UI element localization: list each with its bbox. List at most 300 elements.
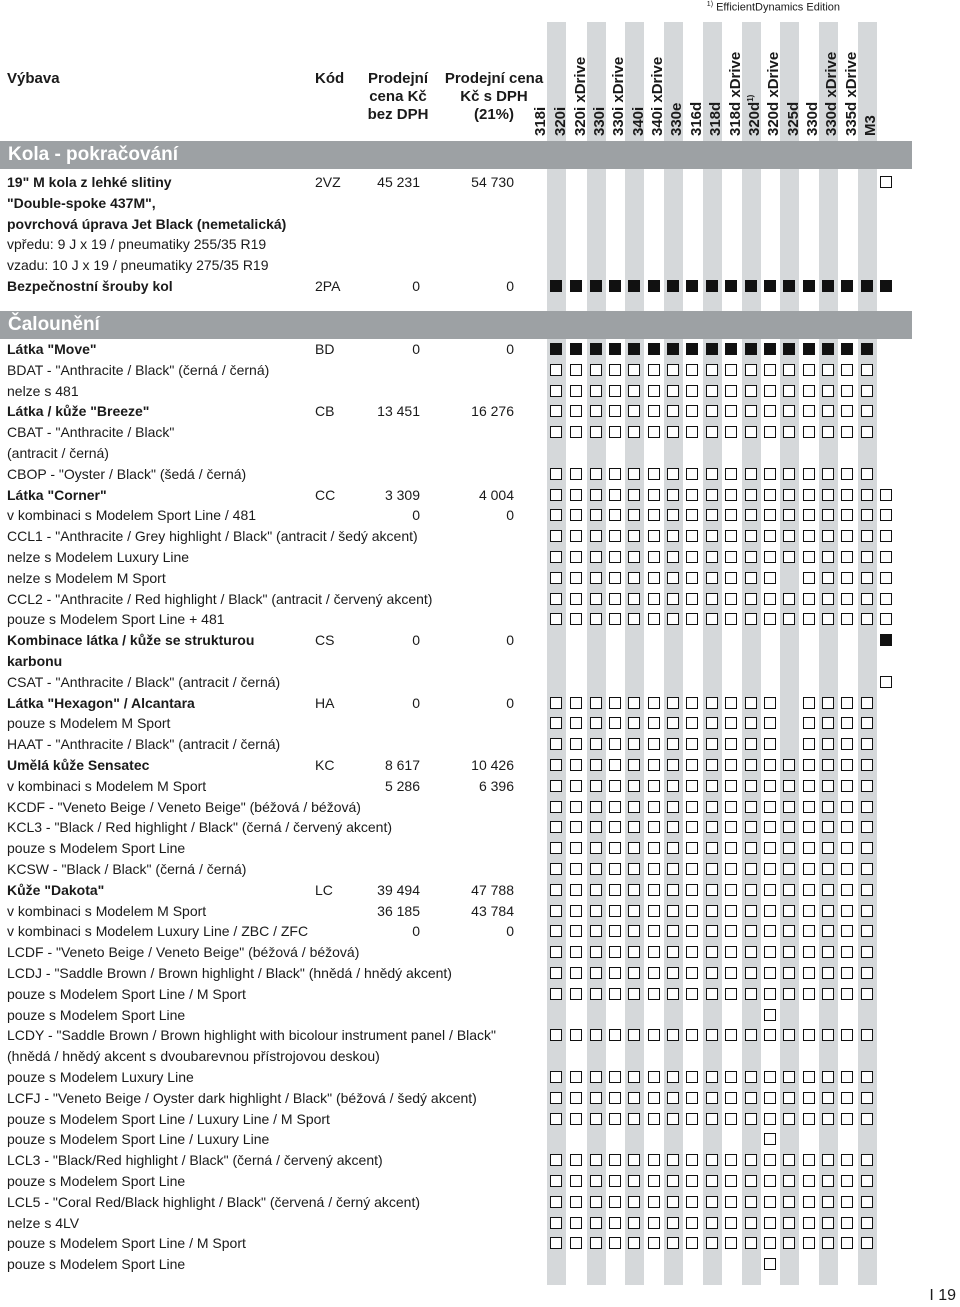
table-row	[0, 1025, 545, 1065]
option-marker	[822, 1092, 834, 1104]
standard-marker	[783, 280, 795, 292]
option-marker	[822, 738, 834, 750]
option-marker	[764, 468, 776, 480]
option-marker	[725, 509, 737, 521]
option-marker	[861, 863, 873, 875]
option-marker	[745, 1237, 757, 1249]
option-marker	[667, 509, 679, 521]
option-marker	[667, 530, 679, 542]
row-label: v kombinaci s Modelem Sport Line / 481	[7, 507, 257, 524]
option-marker	[764, 884, 776, 896]
standard-marker	[609, 343, 621, 355]
option-marker	[745, 863, 757, 875]
row-code: CB	[315, 403, 335, 420]
standard-marker	[628, 280, 640, 292]
option-marker	[803, 426, 815, 438]
row-code: CC	[315, 486, 336, 503]
option-marker	[764, 780, 776, 792]
table-row	[0, 817, 545, 838]
standard-marker	[861, 280, 873, 292]
option-marker	[822, 801, 834, 813]
option-marker	[628, 1237, 640, 1249]
option-marker	[764, 1071, 776, 1083]
option-marker	[570, 988, 582, 1000]
option-marker	[706, 1237, 718, 1249]
table-row	[0, 589, 545, 610]
option-marker	[841, 1029, 853, 1041]
option-marker	[628, 1029, 640, 1041]
option-marker	[725, 1175, 737, 1187]
option-marker	[590, 925, 602, 937]
option-marker	[609, 821, 621, 833]
option-marker	[686, 1237, 698, 1249]
option-marker	[570, 1196, 582, 1208]
option-marker	[628, 801, 640, 813]
row-label: BDAT - "Anthracite / Black" (černá / černá)	[7, 361, 270, 378]
option-marker	[841, 426, 853, 438]
footnote	[707, 1, 840, 14]
option-marker	[686, 905, 698, 917]
option-marker	[783, 593, 795, 605]
model-name: 340i	[630, 106, 647, 136]
option-marker	[590, 780, 602, 792]
option-marker	[706, 780, 718, 792]
option-marker	[745, 759, 757, 771]
row-label: LCL5 - "Coral Red/Black highlight / Black" (červená / černý akcent)	[7, 1193, 421, 1210]
option-marker	[609, 780, 621, 792]
option-marker	[648, 842, 660, 854]
row-label: CSAT - "Anthracite / Black" (antracit / černá)	[7, 673, 281, 690]
option-marker	[550, 905, 562, 917]
option-marker	[686, 967, 698, 979]
table-row	[0, 672, 545, 693]
option-marker	[628, 385, 640, 397]
option-marker	[783, 509, 795, 521]
option-marker	[628, 697, 640, 709]
option-marker	[550, 759, 562, 771]
row-code: LC	[315, 881, 333, 898]
option-marker	[628, 1154, 640, 1166]
option-marker	[783, 967, 795, 979]
option-marker	[706, 905, 718, 917]
option-marker	[667, 551, 679, 563]
option-marker	[609, 613, 621, 625]
option-marker	[706, 468, 718, 480]
option-marker	[667, 842, 679, 854]
row-code: 2VZ	[315, 174, 341, 190]
option-marker	[706, 738, 718, 750]
option-marker	[822, 1029, 834, 1041]
option-marker	[590, 697, 602, 709]
option-marker	[861, 738, 873, 750]
option-marker	[764, 1029, 776, 1041]
option-marker	[822, 593, 834, 605]
option-marker	[590, 1217, 602, 1229]
option-marker	[648, 551, 660, 563]
option-marker	[570, 801, 582, 813]
option-marker	[550, 364, 562, 376]
option-marker	[667, 426, 679, 438]
option-marker	[745, 572, 757, 584]
option-marker	[725, 1154, 737, 1166]
row-label: Látka "Hexagon" / Alcantara	[7, 694, 195, 711]
row-price-gross: 0	[506, 923, 514, 940]
option-marker	[628, 572, 640, 584]
option-marker	[590, 572, 602, 584]
option-marker	[803, 1196, 815, 1208]
option-marker	[706, 759, 718, 771]
table-row	[0, 276, 545, 297]
option-marker	[861, 821, 873, 833]
option-marker	[822, 572, 834, 584]
option-marker	[783, 1217, 795, 1229]
row-label: Umělá kůže Sensatec	[7, 757, 150, 773]
option-marker	[550, 738, 562, 750]
option-marker	[570, 551, 582, 563]
option-marker	[648, 385, 660, 397]
option-marker	[590, 405, 602, 417]
option-marker	[686, 738, 698, 750]
option-marker	[880, 593, 892, 605]
option-marker	[609, 1237, 621, 1249]
row-label: KCSW - "Black / Black" (černá / černá)	[7, 861, 247, 877]
row-label: pouze s Modelem M Sport	[7, 715, 171, 732]
row-label: Látka "Corner"	[7, 486, 107, 503]
option-marker	[648, 572, 660, 584]
option-marker	[803, 738, 815, 750]
option-marker	[745, 946, 757, 958]
option-marker	[803, 613, 815, 625]
option-marker	[648, 946, 660, 958]
option-marker	[822, 780, 834, 792]
option-marker	[725, 1092, 737, 1104]
option-marker	[841, 509, 853, 521]
model-name: $320d^{1)}$	[746, 94, 763, 136]
option-marker	[764, 905, 776, 917]
option-marker	[628, 905, 640, 917]
option-marker	[861, 759, 873, 771]
option-marker	[570, 967, 582, 979]
option-marker	[628, 988, 640, 1000]
option-marker	[648, 801, 660, 813]
option-marker	[550, 489, 562, 501]
option-marker	[764, 1217, 776, 1229]
option-marker	[570, 1237, 582, 1249]
option-marker	[783, 1092, 795, 1104]
option-marker	[648, 925, 660, 937]
option-marker	[550, 801, 562, 813]
option-marker	[686, 1175, 698, 1187]
row-label: LCDY - "Saddle Brown / Brown highlight with bicolour instrument panel / Black"	[7, 1027, 497, 1044]
option-marker	[725, 925, 737, 937]
row-label: pouze s Modelem Sport Line / M Sport	[7, 985, 246, 1002]
row-price-net: 5 286	[384, 777, 420, 794]
option-marker	[550, 717, 562, 729]
table-row	[0, 942, 545, 963]
option-marker	[570, 905, 582, 917]
option-marker	[745, 1175, 757, 1187]
option-marker	[590, 364, 602, 376]
option-marker	[570, 593, 582, 605]
option-marker	[648, 905, 660, 917]
option-marker	[783, 1196, 795, 1208]
option-marker	[764, 759, 776, 771]
option-marker	[570, 738, 582, 750]
option-marker	[628, 468, 640, 480]
option-marker	[725, 1071, 737, 1083]
option-marker	[880, 176, 892, 188]
option-marker	[861, 946, 873, 958]
option-marker	[609, 925, 621, 937]
option-marker	[570, 759, 582, 771]
option-marker	[861, 967, 873, 979]
option-marker	[648, 821, 660, 833]
row-label: Látka / kůže "Breeze"	[7, 403, 150, 420]
option-marker	[841, 905, 853, 917]
option-marker	[590, 988, 602, 1000]
option-marker	[667, 759, 679, 771]
option-marker	[570, 1113, 582, 1125]
option-marker	[783, 1154, 795, 1166]
option-marker	[686, 1071, 698, 1083]
option-marker	[590, 884, 602, 896]
option-marker	[725, 1237, 737, 1249]
option-marker	[783, 801, 795, 813]
option-marker	[841, 967, 853, 979]
option-marker	[841, 364, 853, 376]
option-marker	[764, 946, 776, 958]
option-marker	[803, 717, 815, 729]
option-marker	[764, 405, 776, 417]
option-marker	[745, 1154, 757, 1166]
row-code: KC	[315, 757, 335, 773]
option-marker	[570, 946, 582, 958]
table-row	[0, 464, 545, 485]
option-marker	[667, 468, 679, 480]
option-marker	[745, 593, 757, 605]
header-price-net-line: Prodejní	[367, 70, 428, 87]
option-marker	[628, 1196, 640, 1208]
option-marker	[550, 821, 562, 833]
option-marker	[725, 821, 737, 833]
option-marker	[861, 1175, 873, 1187]
row-price-gross: 10 426	[471, 757, 514, 773]
option-marker	[745, 489, 757, 501]
option-marker	[822, 1071, 834, 1083]
option-marker	[764, 1154, 776, 1166]
option-marker	[590, 385, 602, 397]
option-marker	[570, 780, 582, 792]
table-row	[0, 526, 545, 547]
model-name: 320i	[552, 106, 569, 136]
row-label: CCL2 - "Anthracite / Red highlight / Black" (antracit / červený akcent)	[7, 590, 433, 607]
option-marker	[590, 905, 602, 917]
option-marker	[764, 613, 776, 625]
row-label: v kombinaci s Modelem M Sport	[7, 902, 207, 919]
row-label: nelze s Modelem M Sport	[7, 569, 166, 586]
table-row	[0, 734, 545, 755]
model-name: 330d	[804, 101, 821, 136]
option-marker	[745, 1196, 757, 1208]
option-marker	[861, 489, 873, 501]
row-label: pouze s Modelem Sport Line	[7, 1256, 186, 1273]
option-marker	[764, 572, 776, 584]
row-label: pouze s Modelem Sport Line + 481	[7, 611, 225, 628]
option-marker	[686, 780, 698, 792]
option-marker	[803, 759, 815, 771]
option-marker	[822, 1113, 834, 1125]
option-marker	[686, 759, 698, 771]
option-marker	[725, 489, 737, 501]
standard-marker	[783, 343, 795, 355]
row-label: pouze s Modelem Sport Line	[7, 1173, 186, 1189]
option-marker	[550, 925, 562, 937]
option-marker	[706, 364, 718, 376]
option-marker	[667, 697, 679, 709]
option-marker	[764, 593, 776, 605]
option-marker	[628, 489, 640, 501]
option-marker	[667, 1029, 679, 1041]
option-marker	[686, 717, 698, 729]
option-marker	[609, 946, 621, 958]
option-marker	[686, 1154, 698, 1166]
option-marker	[628, 821, 640, 833]
option-marker	[861, 697, 873, 709]
option-marker	[609, 1071, 621, 1083]
option-marker	[648, 1175, 660, 1187]
standard-marker	[745, 280, 757, 292]
option-marker	[686, 426, 698, 438]
option-marker	[861, 717, 873, 729]
option-marker	[783, 925, 795, 937]
header-price-net-line: bez DPH	[367, 106, 429, 123]
option-marker	[822, 759, 834, 771]
option-marker	[590, 551, 602, 563]
option-marker	[803, 509, 815, 521]
option-marker	[803, 1113, 815, 1125]
option-marker	[609, 1154, 621, 1166]
row-price-net: 3 309	[384, 486, 420, 503]
standard-marker	[667, 280, 679, 292]
option-marker	[725, 572, 737, 584]
row-label: Bezpečnostní šrouby kol	[7, 278, 173, 294]
option-marker	[686, 1113, 698, 1125]
row-price-gross: 0	[506, 507, 514, 524]
row-label: KCL3 - "Black / Red highlight / Black" (černá / červený akcent)	[7, 819, 392, 836]
option-marker	[550, 842, 562, 854]
option-marker	[686, 801, 698, 813]
row-price-gross: 0	[506, 632, 514, 649]
option-marker	[803, 1071, 815, 1083]
option-marker	[686, 551, 698, 563]
option-marker	[550, 1237, 562, 1249]
option-marker	[764, 801, 776, 813]
option-marker	[609, 1113, 621, 1125]
option-marker	[783, 946, 795, 958]
option-marker	[841, 1217, 853, 1229]
option-marker	[841, 1092, 853, 1104]
option-marker	[667, 1196, 679, 1208]
model-name: 330i xDrive	[610, 56, 627, 136]
option-marker	[686, 530, 698, 542]
option-marker	[590, 426, 602, 438]
option-marker	[628, 780, 640, 792]
standard-marker	[648, 343, 660, 355]
option-marker	[764, 364, 776, 376]
option-marker	[686, 572, 698, 584]
row-label: CBAT - "Anthracite / Black"	[7, 424, 175, 441]
option-marker	[861, 385, 873, 397]
option-marker	[686, 946, 698, 958]
option-marker	[590, 593, 602, 605]
table-row	[0, 1067, 545, 1088]
table-row	[0, 963, 545, 984]
standard-marker	[706, 343, 718, 355]
section-title: Čalounění	[0, 311, 912, 339]
standard-marker	[686, 343, 698, 355]
row-label: (hnědá / hnědý akcent s dvoubarevnou přístrojovou deskou)	[7, 1048, 380, 1065]
option-marker	[550, 697, 562, 709]
option-marker	[745, 842, 757, 854]
table-row	[0, 1088, 545, 1109]
option-marker	[609, 717, 621, 729]
option-marker	[570, 426, 582, 438]
option-marker	[667, 884, 679, 896]
option-marker	[550, 1071, 562, 1083]
option-marker	[570, 364, 582, 376]
option-marker	[841, 468, 853, 480]
option-marker	[745, 1113, 757, 1125]
option-marker	[667, 405, 679, 417]
option-marker	[783, 405, 795, 417]
option-marker	[861, 593, 873, 605]
option-marker	[745, 613, 757, 625]
table-row	[0, 547, 545, 568]
row-price-gross: 43 784	[471, 902, 514, 919]
row-price-net: 8 617	[384, 757, 420, 773]
option-marker	[803, 697, 815, 709]
option-marker	[570, 613, 582, 625]
option-marker	[609, 572, 621, 584]
option-marker	[745, 967, 757, 979]
option-marker	[706, 988, 718, 1000]
option-marker	[686, 1092, 698, 1104]
table-row	[0, 234, 545, 255]
option-marker	[686, 489, 698, 501]
option-marker	[590, 1237, 602, 1249]
option-marker	[686, 863, 698, 875]
row-code: BD	[315, 341, 335, 357]
option-marker	[841, 801, 853, 813]
option-marker	[648, 738, 660, 750]
option-marker	[609, 1029, 621, 1041]
option-marker	[550, 426, 562, 438]
option-marker	[880, 509, 892, 521]
option-marker	[570, 925, 582, 937]
option-marker	[706, 551, 718, 563]
option-marker	[570, 572, 582, 584]
option-marker	[725, 468, 737, 480]
standard-marker	[803, 280, 815, 292]
option-marker	[822, 468, 834, 480]
option-marker	[686, 593, 698, 605]
option-marker	[803, 863, 815, 875]
table-row	[0, 1254, 545, 1275]
row-price-gross: 4 004	[478, 486, 514, 503]
option-marker	[783, 530, 795, 542]
option-marker	[570, 821, 582, 833]
standard-marker	[667, 343, 679, 355]
